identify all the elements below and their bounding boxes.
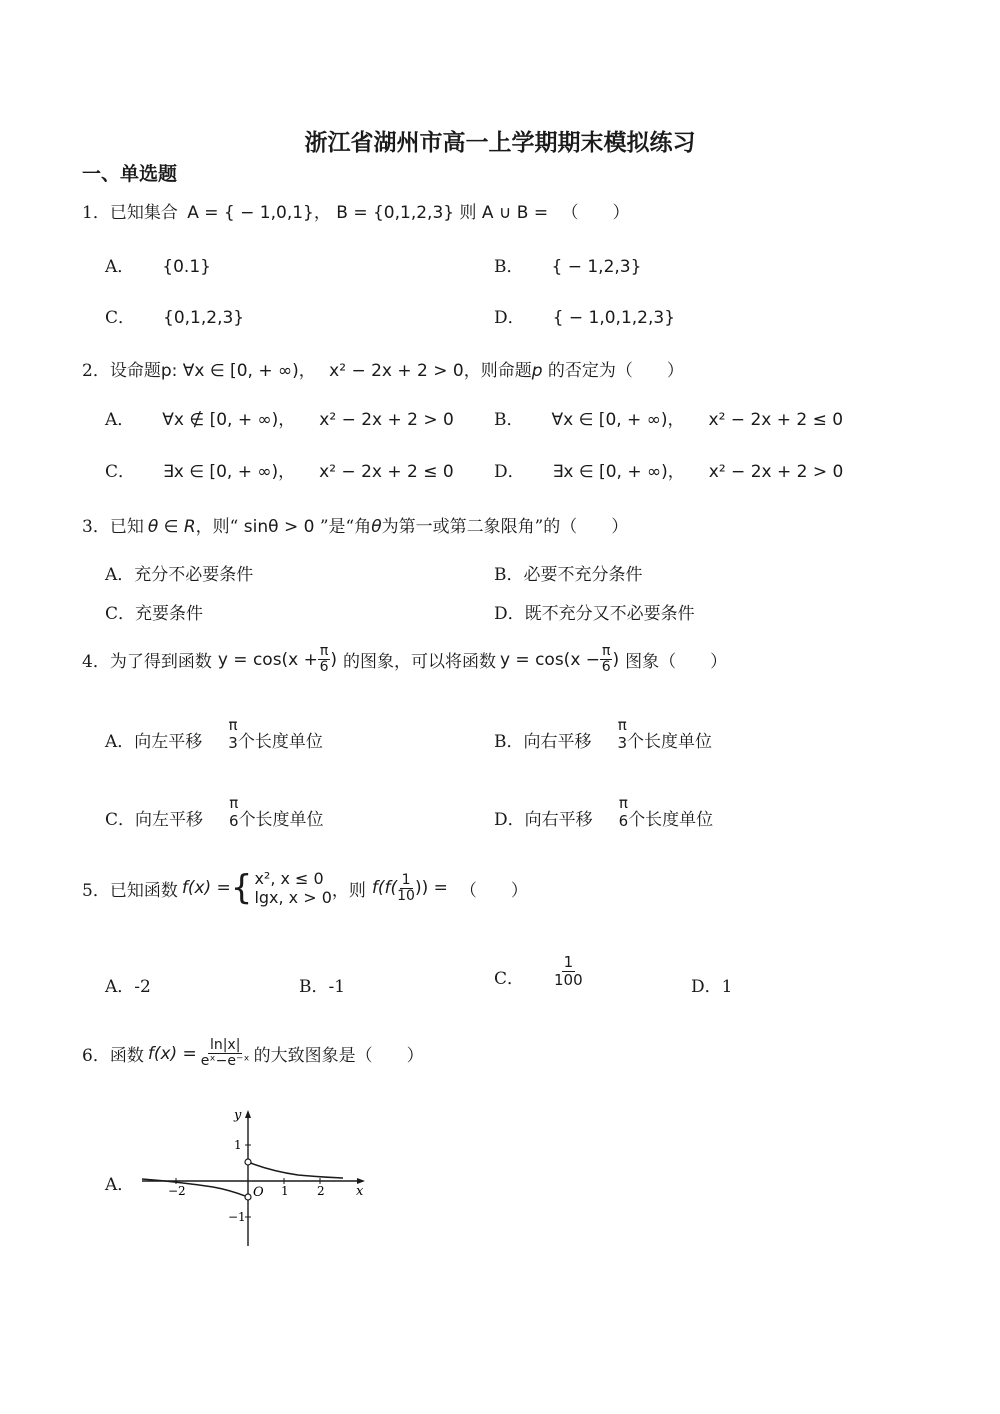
q3-option-a[interactable] xyxy=(105,560,253,585)
case-2: lgx, x > 0 xyxy=(254,888,332,907)
option-label: A． xyxy=(105,1175,135,1195)
option-text: 充要条件 xyxy=(135,604,204,624)
option-quantifier: ∃x ∈ [0, + ∞) xyxy=(163,462,279,482)
option-quantifier: ∀x ∉ [0, + ∞) xyxy=(162,410,279,430)
q1-option-b[interactable] xyxy=(494,252,641,277)
question-text: 函数 xyxy=(109,1046,144,1066)
q3-option-d[interactable] xyxy=(494,599,695,624)
proposition: p: ∀x ∈ [0, + ∞) xyxy=(160,361,299,381)
option-text: 必要不充分条件 xyxy=(523,565,643,585)
option-inequality: x² − 2x + 2 ≤ 0 xyxy=(708,410,844,430)
option-label: C． xyxy=(105,308,136,328)
option-quantifier: ∃x ∈ [0, + ∞) xyxy=(552,462,668,482)
option-unit: 个长度单位 xyxy=(628,810,714,830)
option-quantifier: ∀x ∈ [0, + ∞) xyxy=(551,410,668,430)
fraction xyxy=(618,716,628,752)
question-number: 2． xyxy=(82,361,110,381)
option-label: B． xyxy=(494,732,524,752)
denominator: 6 xyxy=(618,812,629,830)
q1-option-d[interactable] xyxy=(494,303,675,328)
q6-option-a[interactable] xyxy=(105,1170,134,1195)
comma: ， xyxy=(667,410,685,430)
q5-option-c[interactable] xyxy=(494,954,583,989)
fraction xyxy=(228,716,238,752)
answer-paren: （ ） xyxy=(459,880,528,901)
q3-option-c[interactable] xyxy=(105,599,203,624)
option-label: A． xyxy=(105,732,135,752)
fraction xyxy=(619,794,629,830)
question-text: 已知集合 xyxy=(109,203,178,223)
question-1 xyxy=(82,198,630,223)
denominator: 10 xyxy=(397,887,415,904)
option-inequality: x² − 2x + 2 > 0 xyxy=(708,462,844,482)
option-text: { − 1,0,1,2,3} xyxy=(552,308,676,328)
q3-option-b[interactable] xyxy=(494,560,643,585)
numerator: π xyxy=(319,643,329,659)
option-text: 向右平移 xyxy=(523,732,592,752)
q2-option-c[interactable] xyxy=(105,457,454,482)
question-number: 4． xyxy=(82,652,110,672)
x-tick-label: 1 xyxy=(281,1184,289,1198)
curve-right xyxy=(248,1162,343,1178)
option-label: B． xyxy=(494,257,524,277)
question-text: ”是“角 xyxy=(319,517,372,537)
comma: ， xyxy=(298,361,316,381)
question-6 xyxy=(82,1038,424,1069)
page-title: 浙江省湖州市高一上学期期末模拟练习 xyxy=(304,130,696,156)
theta-symbol: θ xyxy=(371,517,382,537)
q2-option-a[interactable] xyxy=(105,405,454,430)
q4-option-d[interactable] xyxy=(494,794,713,830)
q5-option-a[interactable] xyxy=(105,972,151,997)
question-text: 则 xyxy=(459,203,477,223)
q4-option-a[interactable] xyxy=(105,716,323,752)
option-text: -1 xyxy=(328,977,346,997)
question-number: 5． xyxy=(82,880,110,901)
option-label: D． xyxy=(691,977,722,997)
question-text: ，则 xyxy=(331,880,366,901)
numerator: π xyxy=(228,716,238,734)
numerator: 1 xyxy=(401,871,411,888)
question-text: 设命题 xyxy=(109,361,161,381)
inequality: x² − 2x + 2 > 0 xyxy=(329,361,464,381)
function-expr: y = cos(x + xyxy=(217,649,318,670)
numerator: π xyxy=(617,716,627,734)
question-text: 的否定为（ ） xyxy=(547,361,684,381)
option-label: C． xyxy=(105,604,136,624)
set-b: B = {0,1,2,3} xyxy=(336,203,455,223)
question-5 xyxy=(82,869,528,907)
numerator: ln|x| xyxy=(209,1037,241,1053)
q4-option-b[interactable] xyxy=(494,716,712,752)
denominator: 6 xyxy=(601,659,611,675)
question-3 xyxy=(82,512,628,537)
fraction-1-10 xyxy=(397,873,415,904)
option-label: C． xyxy=(105,462,136,482)
set-a: A = { − 1,0,1} xyxy=(187,203,314,223)
question-text: ，则“ xyxy=(195,517,239,537)
question-number: 1． xyxy=(82,203,110,223)
option-label: D． xyxy=(494,308,525,328)
option-unit: 个长度单位 xyxy=(627,732,713,752)
q2-option-d[interactable] xyxy=(494,457,843,482)
piecewise-definition xyxy=(231,869,332,907)
union-expr: A ∪ B = xyxy=(481,203,549,223)
question-4 xyxy=(82,644,727,675)
option-label: C． xyxy=(105,810,136,830)
option-unit: 个长度单位 xyxy=(237,732,323,752)
question-number: 6． xyxy=(82,1046,110,1066)
composite-expr: f(f( xyxy=(371,878,398,898)
option-text: 向左平移 xyxy=(134,732,203,752)
option-inequality: x² − 2x + 2 ≤ 0 xyxy=(319,462,454,482)
numerator: π xyxy=(618,794,628,812)
option-label: A． xyxy=(105,410,135,430)
option-label: A． xyxy=(105,977,135,997)
question-text: ，则命题 xyxy=(463,361,532,381)
brace-icon: { xyxy=(230,868,253,908)
paren: ) xyxy=(330,649,337,670)
y-axis-label: y xyxy=(234,1108,242,1123)
q4-option-c[interactable] xyxy=(105,794,324,830)
option-label: D． xyxy=(494,604,525,624)
option-text: 向左平移 xyxy=(135,810,204,830)
condition: θ ∈ R xyxy=(147,517,196,537)
option-unit: 个长度单位 xyxy=(238,810,324,830)
section-heading: 一、单选题 xyxy=(82,163,178,185)
option-inequality: x² − 2x + 2 > 0 xyxy=(319,410,454,430)
question-number: 3． xyxy=(82,517,110,537)
q5-option-d[interactable] xyxy=(691,972,732,997)
q1-option-c[interactable] xyxy=(105,303,244,328)
composite-expr: )) = xyxy=(414,878,448,898)
function-name: f(x) = xyxy=(181,878,231,898)
option-text: 充分不必要条件 xyxy=(134,565,254,585)
question-text: 图象（ ） xyxy=(625,652,728,672)
denominator: eˣ−e⁻ˣ xyxy=(200,1053,250,1069)
fraction-expr xyxy=(201,1038,250,1069)
x-tick-label: 2 xyxy=(317,1184,325,1198)
option-a-graph[interactable] xyxy=(138,1106,378,1251)
function-name: f(x) = xyxy=(147,1043,197,1064)
comma: ， xyxy=(278,410,296,430)
question-text: 为了得到函数 xyxy=(109,652,212,672)
option-label: A． xyxy=(105,257,135,277)
denominator: 3 xyxy=(228,734,238,752)
question-text: 的图象，可以将函数 xyxy=(342,652,496,672)
option-label: B． xyxy=(299,977,329,997)
sin-condition: sinθ > 0 xyxy=(243,517,315,537)
question-text: 为第一或第二象限角”的（ ） xyxy=(381,517,629,537)
numerator: 1 xyxy=(563,953,574,971)
option-label: B． xyxy=(494,565,524,585)
comma: ， xyxy=(667,462,685,482)
question-text: 已知函数 xyxy=(109,880,178,901)
origin-label: O xyxy=(253,1185,264,1200)
q5-option-b[interactable] xyxy=(299,972,345,997)
open-point-icon xyxy=(245,1194,251,1200)
fraction xyxy=(229,794,239,830)
q1-option-a[interactable] xyxy=(105,252,211,277)
denominator: 3 xyxy=(617,734,628,752)
option-text: 1 xyxy=(721,977,733,997)
question-text: 的大致图象是（ ） xyxy=(253,1046,424,1066)
question-2 xyxy=(82,356,684,381)
denominator: 6 xyxy=(319,659,329,675)
option-text: 向右平移 xyxy=(524,810,593,830)
fraction-1-100 xyxy=(554,954,583,989)
question-text: 已知 xyxy=(109,517,144,537)
option-text: { − 1,2,3} xyxy=(551,257,642,277)
option-label: D． xyxy=(494,810,525,830)
x-tick-label: −2 xyxy=(168,1184,186,1198)
denominator: 6 xyxy=(229,812,239,830)
q2-option-b[interactable] xyxy=(494,405,843,430)
case-1: x², x ≤ 0 xyxy=(254,869,324,888)
y-tick-label: −1 xyxy=(228,1210,246,1224)
denominator: 100 xyxy=(554,971,583,989)
comma: ， xyxy=(278,462,296,482)
option-label: C． xyxy=(494,969,525,989)
answer-paren: （ ） xyxy=(561,203,630,223)
x-axis-label: x xyxy=(356,1184,364,1199)
numerator: π xyxy=(602,643,611,659)
y-tick-label: 1 xyxy=(234,1138,242,1152)
fraction-pi-6 xyxy=(318,644,330,675)
option-text: -2 xyxy=(134,977,151,997)
proposition-symbol: p xyxy=(531,361,543,381)
y-axis-arrow-icon xyxy=(245,1110,251,1118)
option-text: {0,1,2,3} xyxy=(163,308,245,328)
option-text: 既不充分又不必要条件 xyxy=(524,604,695,624)
option-label: A． xyxy=(105,565,135,585)
numerator: π xyxy=(229,794,239,812)
function-expr: y = cos(x − xyxy=(499,649,601,670)
option-label: B． xyxy=(494,410,524,430)
option-label: D． xyxy=(494,462,525,482)
fraction-pi-6 xyxy=(600,644,612,675)
comma: ， xyxy=(313,203,331,223)
open-point-icon xyxy=(245,1159,251,1165)
paren: ) xyxy=(612,649,620,670)
option-text: {0.1} xyxy=(162,257,211,277)
